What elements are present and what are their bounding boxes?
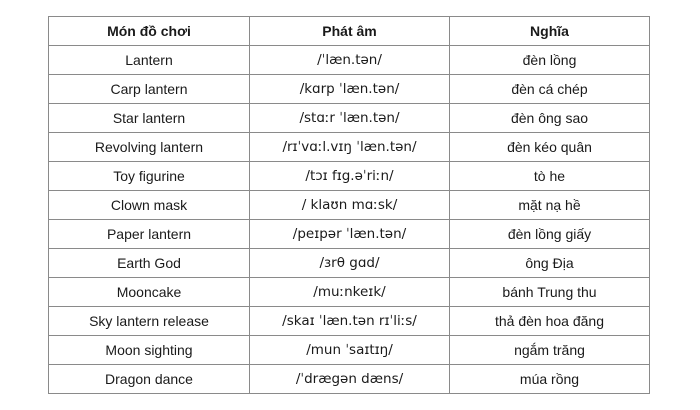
cell-meaning: ông Địa	[450, 249, 650, 278]
cell-pronunciation: /rɪˈvɑːl.vɪŋ ˈlæn.tən/	[250, 133, 450, 162]
table-row	[49, 46, 650, 75]
cell-meaning: tò he	[450, 162, 650, 191]
cell-item: Carp lantern	[49, 75, 250, 104]
cell-pronunciation: /ˈlæn.tən/	[250, 46, 450, 75]
cell-meaning: đèn ông sao	[450, 104, 650, 133]
cell-pronunciation: /peɪpər ˈlæn.tən/	[250, 220, 450, 249]
cell-meaning: đèn lồng giấy	[450, 220, 650, 249]
cell-meaning: mặt nạ hề	[450, 191, 650, 220]
cell-pronunciation: /stɑːr ˈlæn.tən/	[250, 104, 450, 133]
table-row	[49, 278, 650, 307]
cell-pronunciation: /muːnkeɪk/	[250, 278, 450, 307]
table-row	[49, 191, 650, 220]
table-row	[49, 133, 650, 162]
table-row	[49, 307, 650, 336]
vocabulary-table	[48, 16, 650, 394]
cell-pronunciation: /mun ˈsaɪtɪŋ/	[250, 336, 450, 365]
vocabulary-table-container	[48, 16, 649, 394]
cell-meaning: múa rồng	[450, 365, 650, 394]
cell-item: Lantern	[49, 46, 250, 75]
cell-item: Clown mask	[49, 191, 250, 220]
cell-pronunciation: /ˈdrægən dæns/	[250, 365, 450, 394]
cell-item: Revolving lantern	[49, 133, 250, 162]
cell-pronunciation: /skaɪ ˈlæn.tən rɪˈliːs/	[250, 307, 450, 336]
cell-item: Mooncake	[49, 278, 250, 307]
cell-item: Moon sighting	[49, 336, 250, 365]
cell-item: Toy figurine	[49, 162, 250, 191]
table-row	[49, 336, 650, 365]
cell-meaning: bánh Trung thu	[450, 278, 650, 307]
cell-meaning: thả đèn hoa đăng	[450, 307, 650, 336]
cell-meaning: đèn lồng	[450, 46, 650, 75]
cell-pronunciation: /tɔɪ fɪg.əˈriːn/	[250, 162, 450, 191]
table-row	[49, 104, 650, 133]
table-row	[49, 249, 650, 278]
cell-pronunciation: / klaʊn mɑːsk/	[250, 191, 450, 220]
cell-meaning: đèn cá chép	[450, 75, 650, 104]
header-meaning: Nghĩa	[450, 17, 650, 46]
cell-item: Star lantern	[49, 104, 250, 133]
cell-item: Dragon dance	[49, 365, 250, 394]
cell-item: Sky lantern release	[49, 307, 250, 336]
header-item: Món đồ chơi	[49, 17, 250, 46]
table-row	[49, 365, 650, 394]
cell-item: Earth God	[49, 249, 250, 278]
table-header-row	[49, 17, 650, 46]
cell-pronunciation: /ɜrθ gɑd/	[250, 249, 450, 278]
table-row	[49, 220, 650, 249]
cell-pronunciation: /kɑrp ˈlæn.tən/	[250, 75, 450, 104]
table-row	[49, 75, 650, 104]
table-row	[49, 162, 650, 191]
cell-item: Paper lantern	[49, 220, 250, 249]
cell-meaning: ngắm trăng	[450, 336, 650, 365]
cell-meaning: đèn kéo quân	[450, 133, 650, 162]
header-pronunciation: Phát âm	[250, 17, 450, 46]
